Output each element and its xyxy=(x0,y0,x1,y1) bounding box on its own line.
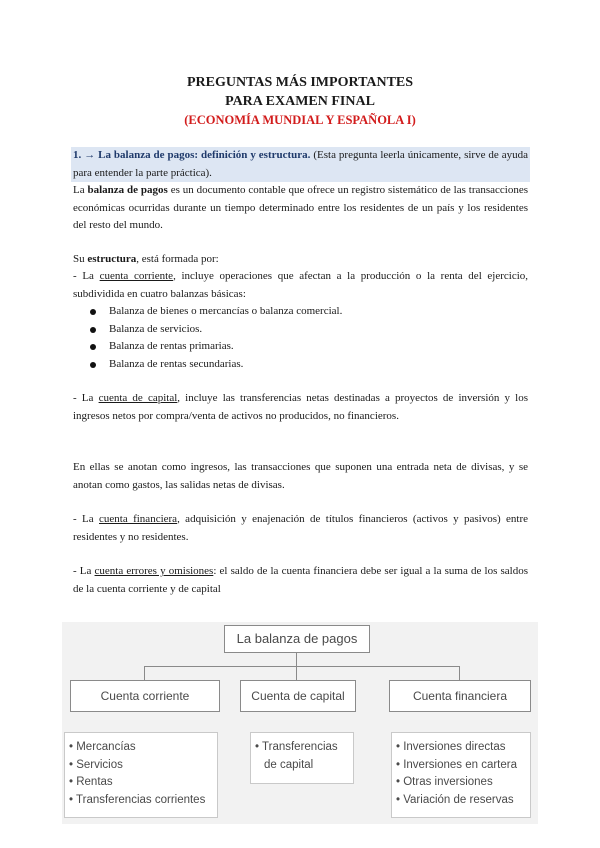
connector-line xyxy=(296,666,297,680)
corriente-term: cuenta corriente xyxy=(99,270,174,282)
definition-text: es un documento contable que ofrece un registro sistemático de las transacciones económicas ocurridas durante un tiempo determinado entre los residentes de un país y los residentes del resto del mundo. xyxy=(73,184,529,231)
list-item-text: Balanza de bienes o mercancías o balanza comercial. xyxy=(109,305,343,317)
financiera-text: , adquisición y enajenación de títulos financieros (activos y pasivos) entre residentes y no residentes. xyxy=(73,513,528,543)
bullet-icon xyxy=(90,309,96,315)
list-item: • Otras inversiones xyxy=(396,776,493,788)
list-item-text: Balanza de rentas primarias. xyxy=(109,340,234,352)
list-item: • Servicios xyxy=(69,758,123,771)
definition-term: balanza de pagos xyxy=(87,184,168,196)
structure-pre: Su xyxy=(73,253,85,265)
list-item xyxy=(88,321,342,339)
branch-cuenta-corriente: Cuenta corriente xyxy=(70,680,220,712)
capital-items xyxy=(250,732,354,784)
connector-line xyxy=(296,652,297,666)
title-line-2: PARA EXAMEN FINAL xyxy=(225,94,375,109)
financiera-paragraph xyxy=(73,511,528,546)
definition-paragraph xyxy=(73,182,528,235)
list-item: de capital xyxy=(264,758,314,771)
branch-cuenta-capital: Cuenta de capital xyxy=(240,680,356,712)
errores-term: cuenta errores y omisiones xyxy=(94,565,214,577)
errores-text: : el saldo de la cuenta financiera debe ser igual a la suma de los saldos de la cuenta corriente y de capital xyxy=(73,565,528,595)
list-item xyxy=(88,338,342,356)
list-item xyxy=(88,303,342,321)
question-title: 1. → La balanza de pagos: definición y estructura. xyxy=(73,149,311,161)
ingresos-paragraph: En ellas se anotan como ingresos, las transacciones que suponen una entrada neta de divisas, y se anotan como gastos, las salidas netas de divisas. xyxy=(73,461,528,491)
question-heading xyxy=(71,147,530,182)
financiera-items xyxy=(391,732,531,818)
corriente-paragraph xyxy=(73,268,528,303)
subtitle: (ECONOMÍA MUNDIAL Y ESPAÑOLA I) xyxy=(184,113,416,127)
list-item: • Inversiones en cartera xyxy=(396,758,518,771)
list-item: • Mercancías xyxy=(69,741,136,753)
financiera-term: cuenta financiera xyxy=(99,513,178,525)
capital-pre: - La xyxy=(73,392,94,404)
connector-line xyxy=(459,666,460,680)
bullet-icon xyxy=(90,327,96,333)
bullet-icon xyxy=(90,362,96,368)
list-item xyxy=(88,356,342,374)
capital-text: , incluye las transferencias netas destinadas a proyectos de inversión y los ingresos netos por compra/venta de activos no producidos, no financieros. xyxy=(73,392,529,422)
capital-paragraph xyxy=(73,390,528,425)
structure-term: estructura xyxy=(87,253,137,265)
list-item: • Transferencias corrientes xyxy=(69,793,206,806)
bullet-icon xyxy=(90,344,96,350)
connector-line xyxy=(144,666,460,667)
structure-paragraph xyxy=(73,251,528,269)
financiera-pre: - La xyxy=(73,513,94,525)
list-item: • Rentas xyxy=(69,776,113,788)
diagram-root: La balanza de pagos xyxy=(224,625,370,653)
errores-paragraph xyxy=(73,563,528,598)
balanza-diagram xyxy=(62,622,538,824)
connector-line xyxy=(144,666,145,680)
corriente-text: , incluye operaciones que afectan a la producción o la renta del ejercicio, subdividida en cuatro balanzas básicas: xyxy=(73,270,529,300)
corriente-pre: - La xyxy=(73,270,94,282)
list-item: • Variación de reservas xyxy=(396,793,514,806)
title-line-1: PREGUNTAS MÁS IMPORTANTES xyxy=(186,75,414,90)
list-item-text: Balanza de rentas secundarias. xyxy=(109,357,244,370)
question-note: (Esta pregunta leerla únicamente, sirve de ayuda para entender la parte práctica). xyxy=(73,149,528,179)
list-item: • Inversiones directas xyxy=(396,741,506,753)
structure-text: , está formada por: xyxy=(136,253,219,265)
branch-cuenta-financiera: Cuenta financiera xyxy=(389,680,531,712)
definition-pre: La xyxy=(73,184,85,196)
corriente-items xyxy=(64,732,218,818)
list-item-text: Balanza de servicios. xyxy=(109,322,203,335)
list-item: • Transferencias xyxy=(255,741,338,753)
errores-pre: - La xyxy=(73,565,92,577)
capital-term: cuenta de capital xyxy=(98,392,178,404)
balanzas-list xyxy=(88,303,342,373)
